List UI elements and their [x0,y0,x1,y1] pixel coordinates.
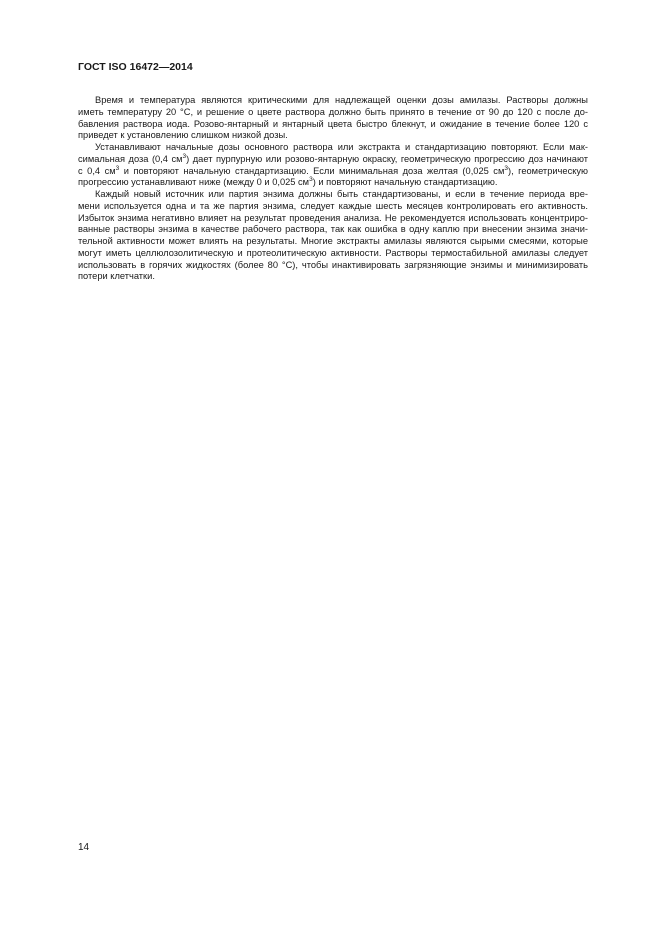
document-header: ГОСТ ISO 16472—2014 [78,61,193,73]
text-segment: Избыток энзима негативно влияет на результат проведения анализа. Не рекомендуется использовать концентриро- [78,212,588,223]
text-line [78,260,588,272]
superscript: 3 [115,164,120,172]
text-line [78,248,588,260]
paragraph [78,142,588,189]
text-line [78,271,588,283]
text-segment: Время и температура являются критическими для надлежащей оценки дозы амилазы. Растворы должны [95,95,588,105]
text-segment: симальная доза (0,4 см [78,153,183,164]
superscript: 3 [504,164,508,172]
page-number: 14 [78,842,90,853]
text-line [78,177,588,189]
text-line [78,236,588,248]
text-line [78,154,588,166]
document-body [78,95,588,283]
text-segment: Каждый новый источник или партия энзима должны быть стандартизованы, и если в течение периода вре- [95,189,588,199]
text-line [78,142,588,154]
paragraph [78,95,588,142]
text-segment: могут иметь целлюлозолитическую и протеолитическую активности. Растворы термостабильной амилазы следует [78,247,588,258]
text-segment: и повторяют начальную стандартизацию. Если минимальная доза желтая (0,025 см [119,165,505,176]
paragraph [78,189,588,283]
text-line [78,119,588,131]
text-segment: ) дает пурпурную или розово-янтарную окраску, геометрическую прогрессию доз начинают [186,153,588,164]
text-line [78,201,588,213]
text-segment: иметь температуру 20 °С, и решение о цвете раствора должно быть принято в течение от 90 до 120 с после до- [78,106,588,117]
superscript: 3 [182,152,187,160]
text-segment: с 0,4 см [78,165,116,176]
text-segment: использовать в горячих жидкостях (более 80 °С), чтобы инактивировать загрязняющие энзимы и минимизировать [78,259,588,270]
text-segment: ) и повторяют начальную стандартизацию. [312,177,498,188]
text-segment: тельной активности может влиять на результаты. Многие экстракты амилазы являются сырыми смесями, которые [78,236,588,246]
text-segment: прогрессию устанавливают ниже (между 0 и 0,025 см [78,177,310,188]
text-segment: Устанавливают начальные дозы основного раствора или экстракта и стандартизацию повторяют. Если мак- [95,142,588,152]
text-line [78,189,588,201]
text-line [78,224,588,236]
superscript: 3 [309,176,313,184]
text-line [78,130,588,142]
text-segment: мени используется одна и та же партия энзима, следует каждые шесть месяцев контролировать его активность. [78,200,588,211]
text-segment: ванные растворы энзима в качестве рабочего раствора, так как ошибка в одну каплю при внесении энзима значи- [78,224,588,235]
text-segment: потери клетчатки. [78,271,155,282]
text-line [78,107,588,119]
text-line [78,213,588,225]
text-segment: бавления раствора иода. Розово-янтарный и янтарный цвета быстро блекнут, и ожидание в течение более 120 с [78,118,588,129]
text-segment: ), геометрическую [507,165,589,176]
text-line [78,95,588,107]
text-line [78,166,588,178]
text-segment: приведет к установлению слишком низкой дозы. [78,130,288,141]
